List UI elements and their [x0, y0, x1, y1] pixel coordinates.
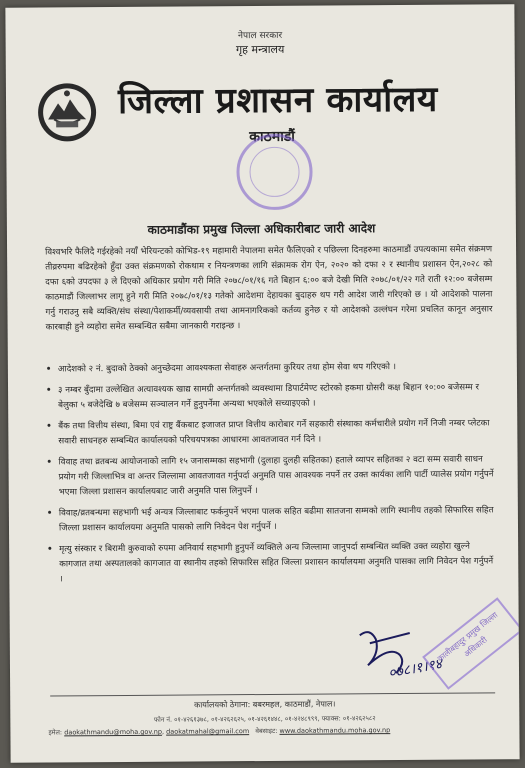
order-items-list: [46, 359, 495, 593]
ministry-name: गृह मन्त्रालय: [235, 42, 285, 57]
footer-divider: [50, 692, 495, 696]
list-item: • विवाह/व्रतबन्धमा सहभागी भई अन्यत्र जिल्लाबाट फर्कनुपर्ने भएमा पालक सहित बढीमा सातजना सम्मको लागि स्थानीय तहको सिफारिस सहित जिल्ला प्रशासन कार्यालयमा अनुमति पासको लागि निवेदन पेश गर्नुपर्ने ।: [47, 503, 494, 536]
footer-address: कार्यालयको ठेगाना: बबरमहल, काठमाडौं, नेपाल।: [194, 699, 336, 710]
official-stamp: कालीबहादुर प्रमुख जिल्ला अधिकारी: [422, 597, 519, 690]
signature-date: ०७८।१।१४: [387, 656, 444, 682]
list-item: • मृत्यु संस्कार र बिरामी कुरुवाको रुपमा अनिवार्य सहभागी हुनुपर्ने व्यक्तिले अन्य जिल्लामा जानुपर्दा सम्बन्धित व्यक्ति उक्त व्यहोरा खुल्ने कागजात तथा अस्पतालको कागजात वा स्थानीय तहको सिफारिस सहित जिल्ला प्रशासन कार्यालयमा अनुमति पासका लागि निवेदन पेश गर्नुपर्ने ।: [47, 539, 494, 587]
document-subject: काठमाडौंका प्रमुख जिल्ला अधिकारीबाट जारी आदेश: [147, 221, 376, 237]
email-link-primary[interactable]: daokathmandu@moha.gov.np: [64, 727, 163, 737]
list-item: • आदेशको २ नं. बुदाको ठेक्को अनुच्छेदमा आवश्यकता सेवाहरु अन्तर्गतमा कुरियर तथा होम सेवा थप गरिएको ।: [46, 359, 493, 377]
nepal-emblem-icon: [36, 81, 98, 143]
website-label: वेबसाइट:: [255, 726, 278, 736]
document-page: [5, 4, 519, 763]
government-name: नेपाल सरकार: [237, 30, 283, 42]
list-item: • बैंक तथा वित्तीय संस्था, बिमा एवं राष्ट्र बैंकबाट इजाजत प्राप्त वित्तीय कारोबार गर्ने सहकारी संस्थाका कर्मचारीले प्रयोग गर्ने निजी नम्बर प्लेटका सवारी साधनहरु सम्बन्धित कार्यालयको परिचयपत्रका आधारमा आवतजावत गर्न दिने ।: [46, 416, 493, 449]
office-title: जिल्ला प्रशासन कार्यालय: [117, 79, 438, 123]
list-item: • विवाह तथा व्रतबन्ध आयोजनाको लागि १५ जनासम्मका सहभागी (दुलाहा दुलही सहितका) हताले व्यापर सहितका २ वटा सम्म सवारी साधन प्रयोग गरी जिल्लाभित्र वा अन्तर जिल्लामा आवतजावत गर्नुपर्दा अनुमति पास आवश्यक नपर्ने तर उक्त कार्यका लागि पार्टी प्यालेस प्रयोग गर्नुपर्ने भएमा जिल्ला प्रशासन कार्यालयबाट जारी अनुमति पास लिनुपर्ने ।: [46, 452, 493, 500]
footer-contacts: इमेल: daokathmandu@moha.gov.np, daokatmahal@gmail.com वेबसाइट: www.daokathmandu.moha.gov.np: [48, 726, 391, 737]
email-label: इमेल:: [48, 728, 63, 737]
list-item: • ३ नम्बर बुँदामा उल्लेखित अत्यावश्यक खाद्य सामग्री अन्तर्गतको व्यवस्थामा डिपार्टमेण्ट स्टोरको हकमा ग्रोसरी कक्ष बिहान १०:०० बजेसम्म र बेलुका ५ बजेदेखि ७ बजेसम्म सञ्चालन गर्ने हुनुपर्नेमा अन्यथा भएकोले सच्याइएको ।: [46, 380, 493, 413]
website-link[interactable]: www.daokathmandu.moha.gov.np: [279, 726, 391, 735]
office-stamp: [236, 134, 313, 211]
footer-phone: फोन नं. ०१-४२६१३७८, ०१-४२६२६२५, ०१-४२६१४४८, ०१-४२४८९९९, फ्याक्स: ०१-४२६२५८२: [154, 714, 376, 724]
office-city: काठमाडौं: [249, 128, 295, 146]
email-link-secondary[interactable]: daokatmahal@gmail.com: [166, 727, 250, 736]
body-paragraph: विश्वभरि फैलिदै गईरहेको नयाँ भेरियन्टको कोभिड-१९ महामारी नेपालमा समेत फैलिएको र पछिल्ला दिनहरुमा काठमाडौं उपत्यकामा समेत संक्रमण तीव्ररुपमा बढिरहेको हुँदा उक्त संक्रमणको रोकथाम र नियन्त्रणका लागि संक्रामक रोग ऐन, २०२० को दफा २ र स्थानीय प्रशासन ऐन,२०२८ को दफा ६को उपदफा ३ ले दिएको अधिकार प्रयोग गरी मिति २०७८/०१/१६ गते बिहान ६:०० बजे देखी मिति २०७८/०१/२२ गते राती १२:०० बजेसम्म काठमाडौं जिल्लाभर लागू हुने गरी मिति २०७८/०१/१३ गतेको आदेशमा देहायका बुदाहरु थप गरी आदेश जारी गरिएको छ । यो आदेशको पालना गर्नु गराउनु सबै व्यक्ति/संघ संस्था/पेशाकर्मी/व्यवसायी तथा आमनागरिकको कर्तव्य हुनेछ र यो आदेशको उल्लंघन गरेमा प्रचलित कानून अनुसार कारबाही हुने व्यहोरा समेत सम्बन्धित सबैमा जानकारी गराइन्छ ।: [45, 244, 493, 333]
